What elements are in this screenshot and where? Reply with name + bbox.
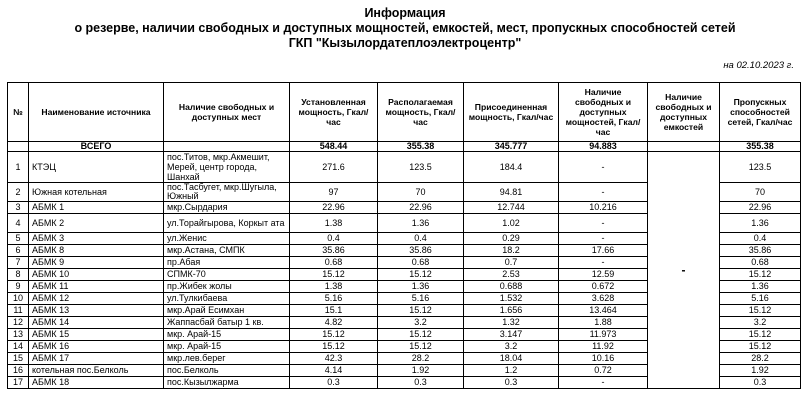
row-free: 11.973 <box>559 329 648 341</box>
row-throughput: 0.68 <box>720 257 801 269</box>
row-source: АБМК 8 <box>29 245 164 257</box>
row-place: пр.Абая <box>164 257 290 269</box>
row-source: АБМК 15 <box>29 329 164 341</box>
row-place: ул.Женис <box>164 233 290 245</box>
row-free: - <box>559 183 648 202</box>
row-number: 10 <box>8 293 29 305</box>
row-place: пос.Титов, мкр.Акмешит, Мерей, центр города, Шанхай <box>164 152 290 183</box>
row-installed: 15.12 <box>290 329 378 341</box>
row-place: мкр.Астана, СМПК <box>164 245 290 257</box>
capacity-table <box>7 82 801 389</box>
row-free: - <box>559 233 648 245</box>
row-number: 8 <box>8 269 29 281</box>
row-place: мкр.Арай Есимхан <box>164 305 290 317</box>
row-source: АБМК 1 <box>29 202 164 214</box>
row-source: АБМК 2 <box>29 214 164 233</box>
row-number: 1 <box>8 152 29 183</box>
row-installed: 271.6 <box>290 152 378 183</box>
row-source: котельная пос.Белколь <box>29 365 164 377</box>
total-label: ВСЕГО <box>29 142 164 152</box>
row-available: 15.12 <box>378 329 464 341</box>
total-connected: 345.777 <box>464 142 559 152</box>
row-connected: 0.688 <box>464 281 559 293</box>
row-available: 1.92 <box>378 365 464 377</box>
row-installed: 15.1 <box>290 305 378 317</box>
row-free: - <box>559 214 648 233</box>
col-header-free: Наличие свободных и доступных мощностей, Гкал/час <box>559 83 648 142</box>
row-place: мкр. Арай-15 <box>164 329 290 341</box>
row-connected: 0.3 <box>464 377 559 389</box>
row-connected: 184.4 <box>464 152 559 183</box>
row-connected: 2.53 <box>464 269 559 281</box>
row-source: КТЭЦ <box>29 152 164 183</box>
row-available: 15.12 <box>378 305 464 317</box>
row-number: 4 <box>8 214 29 233</box>
row-throughput: 15.12 <box>720 329 801 341</box>
row-installed: 15.12 <box>290 269 378 281</box>
col-header-installed: Установленная мощность, Гкал/час <box>290 83 378 142</box>
table-header-row <box>8 83 801 142</box>
row-free: 0.72 <box>559 365 648 377</box>
row-connected: 3.147 <box>464 329 559 341</box>
row-place: мкр. Арай-15 <box>164 341 290 353</box>
row-number: 14 <box>8 341 29 353</box>
row-installed: 0.4 <box>290 233 378 245</box>
organization-name: ГКП "Кызылордатеплоэлектроцентр" <box>288 36 522 50</box>
row-installed: 42.3 <box>290 353 378 365</box>
col-header-source: Наименование источника <box>29 83 164 142</box>
row-connected: 1.32 <box>464 317 559 329</box>
row-available: 5.16 <box>378 293 464 305</box>
row-free: 17.66 <box>559 245 648 257</box>
row-throughput: 15.12 <box>720 341 801 353</box>
total-installed: 548.44 <box>290 142 378 152</box>
row-number: 11 <box>8 305 29 317</box>
table-row <box>8 152 801 183</box>
col-header-throughput: Пропускных способностей сетей, Гкал/час <box>720 83 801 142</box>
row-number: 2 <box>8 183 29 202</box>
row-free: - <box>559 377 648 389</box>
row-free: 0.672 <box>559 281 648 293</box>
row-source: АБМК 17 <box>29 353 164 365</box>
row-available: 28.2 <box>378 353 464 365</box>
row-place: СПМК-70 <box>164 269 290 281</box>
row-source: АБМК 10 <box>29 269 164 281</box>
row-installed: 35.86 <box>290 245 378 257</box>
total-available: 355.38 <box>378 142 464 152</box>
row-throughput: 3.2 <box>720 317 801 329</box>
report-subtitle: о резерве, наличии свободных и доступных мощностей, емкостей, мест, пропускных способностей сетей <box>74 21 736 35</box>
row-connected: 18.2 <box>464 245 559 257</box>
row-free: 12.59 <box>559 269 648 281</box>
row-connected: 1.656 <box>464 305 559 317</box>
row-available: 1.36 <box>378 214 464 233</box>
col-header-number: № <box>8 83 29 142</box>
row-place: пос.Тасбугет, мкр.Шугыла, Южный <box>164 183 290 202</box>
row-number: 12 <box>8 317 29 329</box>
row-installed: 0.3 <box>290 377 378 389</box>
row-place: пр.Жибек жолы <box>164 281 290 293</box>
report-date: на 02.10.2023 г. <box>723 60 794 71</box>
row-installed: 22.96 <box>290 202 378 214</box>
row-free: 10.216 <box>559 202 648 214</box>
row-throughput: 5.16 <box>720 293 801 305</box>
row-throughput: 1.36 <box>720 281 801 293</box>
row-number: 5 <box>8 233 29 245</box>
row-available: 35.86 <box>378 245 464 257</box>
row-source: АБМК 18 <box>29 377 164 389</box>
row-free: 3.628 <box>559 293 648 305</box>
row-free: 1.88 <box>559 317 648 329</box>
row-connected: 12.744 <box>464 202 559 214</box>
row-throughput: 123.5 <box>720 152 801 183</box>
row-available: 70 <box>378 183 464 202</box>
row-number: 7 <box>8 257 29 269</box>
row-available: 15.12 <box>378 341 464 353</box>
row-throughput: 1.92 <box>720 365 801 377</box>
row-available: 0.68 <box>378 257 464 269</box>
row-connected: 1.532 <box>464 293 559 305</box>
row-free: 10.16 <box>559 353 648 365</box>
row-source: АБМК 13 <box>29 305 164 317</box>
row-throughput: 35.86 <box>720 245 801 257</box>
total-throughput: 355.38 <box>720 142 801 152</box>
row-available: 15.12 <box>378 269 464 281</box>
row-installed: 5.16 <box>290 293 378 305</box>
row-installed: 0.68 <box>290 257 378 269</box>
total-free: 94.883 <box>559 142 648 152</box>
row-throughput: 15.12 <box>720 305 801 317</box>
row-connected: 0.29 <box>464 233 559 245</box>
row-connected: 94.81 <box>464 183 559 202</box>
row-available: 3.2 <box>378 317 464 329</box>
row-connected: 18.04 <box>464 353 559 365</box>
row-free: 11.92 <box>559 341 648 353</box>
row-installed: 4.14 <box>290 365 378 377</box>
col-header-available: Располагаемая мощность, Гкал/час <box>378 83 464 142</box>
report-title: Информация <box>364 6 446 20</box>
row-available: 0.3 <box>378 377 464 389</box>
row-installed: 1.38 <box>290 281 378 293</box>
row-number: 15 <box>8 353 29 365</box>
row-place: мкр.лев.берег <box>164 353 290 365</box>
col-header-capacity: Наличие свободных и доступных емкостей <box>648 83 720 142</box>
row-throughput: 70 <box>720 183 801 202</box>
row-place: Жаппасбай батыр 1 кв. <box>164 317 290 329</box>
row-installed: 4.82 <box>290 317 378 329</box>
row-capacity-merged: - <box>648 152 720 389</box>
row-installed: 1.38 <box>290 214 378 233</box>
col-header-connected: Присоединенная мощность, Гкал/час <box>464 83 559 142</box>
row-source: АБМК 16 <box>29 341 164 353</box>
row-source: АБМК 3 <box>29 233 164 245</box>
row-source: Южная котельная <box>29 183 164 202</box>
row-number: 3 <box>8 202 29 214</box>
row-throughput: 0.3 <box>720 377 801 389</box>
row-place: пос.Белколь <box>164 365 290 377</box>
row-throughput: 1.36 <box>720 214 801 233</box>
row-source: АБМК 9 <box>29 257 164 269</box>
row-source: АБМК 12 <box>29 293 164 305</box>
row-number: 9 <box>8 281 29 293</box>
row-connected: 0.7 <box>464 257 559 269</box>
row-source: АБМК 11 <box>29 281 164 293</box>
row-throughput: 15.12 <box>720 269 801 281</box>
row-free: 13.464 <box>559 305 648 317</box>
row-throughput: 22.96 <box>720 202 801 214</box>
row-place: пос.Кызылжарма <box>164 377 290 389</box>
row-throughput: 28.2 <box>720 353 801 365</box>
col-header-place: Наличие свободных и доступных мест <box>164 83 290 142</box>
row-number: 6 <box>8 245 29 257</box>
row-connected: 1.2 <box>464 365 559 377</box>
row-available: 123.5 <box>378 152 464 183</box>
row-number: 13 <box>8 329 29 341</box>
total-row <box>8 142 801 152</box>
row-free: - <box>559 257 648 269</box>
row-place: мкр.Сырдария <box>164 202 290 214</box>
row-available: 0.4 <box>378 233 464 245</box>
row-number: 16 <box>8 365 29 377</box>
row-throughput: 0.4 <box>720 233 801 245</box>
row-place: ул.Тулкибаева <box>164 293 290 305</box>
row-source: АБМК 14 <box>29 317 164 329</box>
row-available: 22.96 <box>378 202 464 214</box>
row-connected: 3.2 <box>464 341 559 353</box>
row-installed: 97 <box>290 183 378 202</box>
row-installed: 15.12 <box>290 341 378 353</box>
row-connected: 1.02 <box>464 214 559 233</box>
row-number: 17 <box>8 377 29 389</box>
row-free: - <box>559 152 648 183</box>
row-available: 1.36 <box>378 281 464 293</box>
row-place: ул.Торайгырова, Коркыт ата <box>164 214 290 233</box>
